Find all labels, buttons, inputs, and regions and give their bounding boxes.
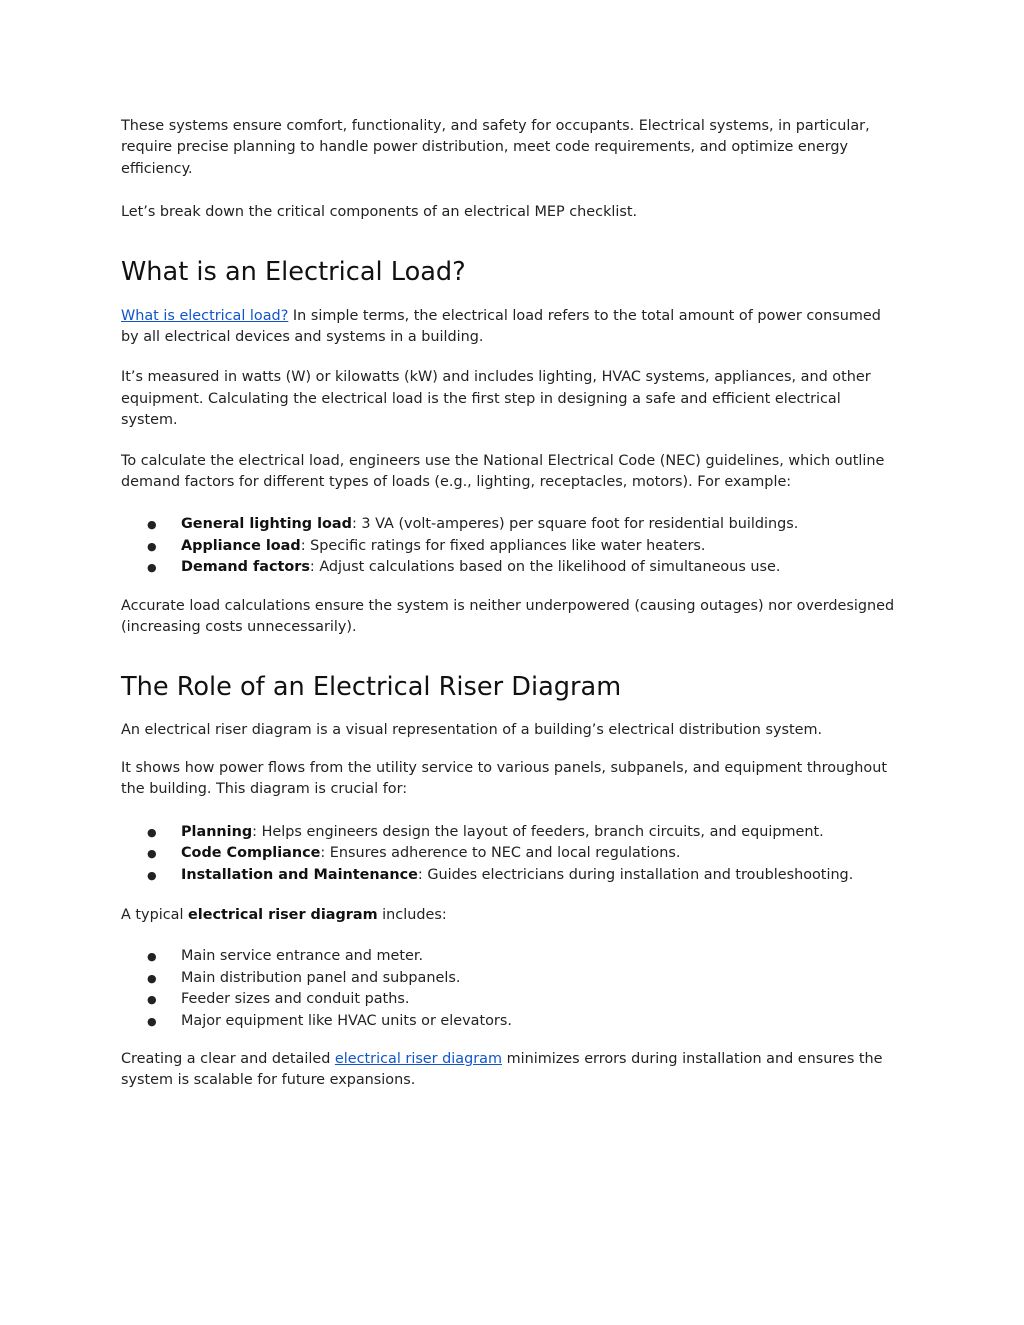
list-item-text: : Guides electricians during installation and troubleshooting.: [417, 866, 854, 883]
load-accuracy-paragraph: Accurate load calculations ensure the system is neither underpowered (causing outages) nor overdesigned (increasing costs unnecessarily).: [121, 597, 895, 636]
riser-purpose-list: [121, 822, 896, 886]
list-item-term: Demand factors: [181, 559, 310, 576]
electrical-riser-diagram-link[interactable]: electrical riser diagram: [334, 1050, 502, 1067]
bullet-icon: ●: [147, 993, 157, 1007]
riser-includes-prefix: A typical: [121, 906, 189, 923]
list-item-text: : 3 VA (volt-amperes) per square foot for residential buildings.: [351, 516, 799, 533]
list-item-text: : Ensures adherence to NEC and local regulations.: [320, 845, 681, 862]
bullet-icon: ●: [147, 971, 157, 985]
bullet-icon: ●: [147, 1014, 157, 1028]
nec-paragraph: To calculate the electrical load, engineers use the National Electrical Code (NEC) guidelines, which outline demand factors for different types of loads (e.g., lighting, receptacles, motors). For example:: [121, 452, 885, 491]
riser-includes-list: [121, 946, 896, 1032]
riser-definition-paragraph: An electrical riser diagram is a visual representation of a building’s electrical distribution system.: [121, 721, 823, 738]
section-heading-riser-diagram: The Role of an Electrical Riser Diagram: [121, 671, 622, 702]
riser-includes-suffix: includes:: [377, 906, 447, 923]
list-item-term: General lighting load: [181, 516, 352, 533]
riser-includes-bold: electrical riser diagram: [188, 906, 378, 923]
list-item-term: Code Compliance: [181, 845, 321, 862]
list-item-text: Major equipment like HVAC units or elevators.: [181, 1012, 512, 1029]
list-item-term: Appliance load: [181, 537, 301, 554]
list-item: [121, 536, 896, 557]
list-item: [121, 514, 896, 535]
load-definition-text: In simple terms, the electrical load refers to the total amount of power consumed by all electrical devices and systems in a building.: [121, 307, 881, 346]
list-item: [121, 865, 896, 886]
bullet-icon: ●: [147, 868, 157, 882]
bullet-icon: ●: [147, 825, 157, 839]
bullet-icon: ●: [147, 539, 157, 553]
list-item-text: : Helps engineers design the layout of feeders, branch circuits, and equipment.: [252, 823, 824, 840]
list-item-text: Feeder sizes and conduit paths.: [181, 991, 410, 1008]
bullet-icon: ●: [147, 561, 157, 575]
list-item: [121, 946, 896, 967]
list-item: [121, 989, 896, 1010]
nec-load-list: [121, 514, 896, 578]
list-item: [121, 843, 896, 864]
riser-includes-paragraph: [121, 905, 896, 926]
intro-paragraph-checklist: Let’s break down the critical components of an electrical MEP checklist.: [121, 204, 638, 221]
list-item: [121, 968, 896, 989]
bullet-icon: ●: [147, 847, 157, 861]
section-heading-electrical-load: What is an Electrical Load?: [121, 256, 466, 287]
riser-closing-paragraph: [121, 1049, 896, 1092]
bullet-icon: ●: [147, 950, 157, 964]
intro-paragraph: These systems ensure comfort, functionality, and safety for occupants. Electrical systems, in particular, require precise planning to handle power distribution, meet code requirements, and optimize energy efficiency.: [121, 118, 870, 177]
bullet-icon: ●: [147, 518, 157, 532]
riser-power-flow-paragraph: It shows how power flows from the utility service to various panels, subpanels, and equipment throughout the building. This diagram is crucial for:: [121, 759, 887, 798]
riser-closing-prefix: Creating a clear and detailed: [121, 1050, 335, 1067]
electrical-load-link[interactable]: What is electrical load?: [121, 307, 289, 324]
list-item-text: Main distribution panel and subpanels.: [181, 969, 461, 986]
list-item-text: Main service entrance and meter.: [181, 948, 424, 965]
load-measurement-paragraph: It’s measured in watts (W) or kilowatts (kW) and includes lighting, HVAC systems, appliances, and other equipment. Calculating the electrical load is the first step in designing a safe and efficient electrical system.: [121, 369, 871, 429]
list-item-text: : Adjust calculations based on the likelihood of simultaneous use.: [309, 559, 781, 576]
load-definition-paragraph: [121, 306, 896, 349]
document-page: [121, 116, 896, 1092]
list-item: [121, 1011, 896, 1032]
list-item: [121, 822, 896, 843]
riser-closing-suffix: minimizes errors during installation and ensures the system is scalable for future expansions.: [121, 1050, 883, 1089]
list-item-term: Installation and Maintenance: [181, 866, 418, 883]
list-item-text: : Specific ratings for fixed appliances like water heaters.: [300, 537, 706, 554]
list-item: [121, 557, 896, 578]
list-item-term: Planning: [181, 823, 253, 840]
